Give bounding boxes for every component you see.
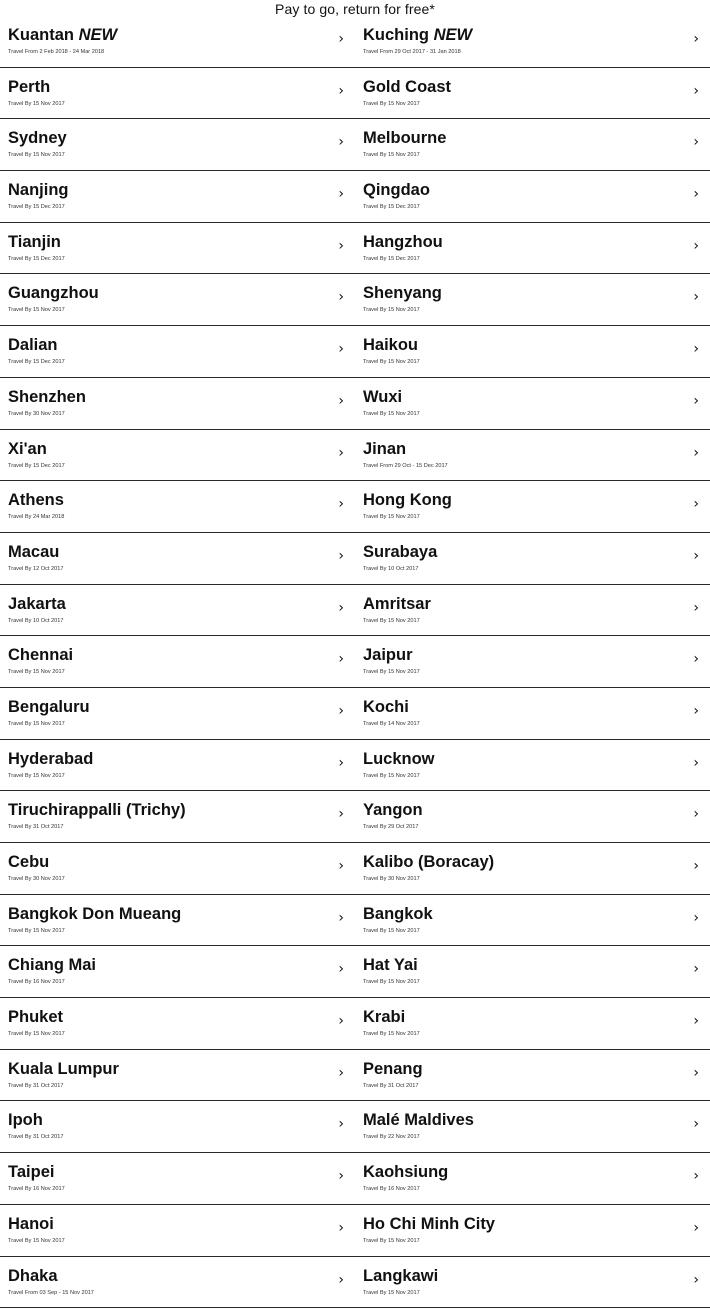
travel-period: Travel By 15 Nov 2017 bbox=[363, 514, 420, 521]
chevron-right-icon: › bbox=[338, 651, 344, 668]
destination-name bbox=[8, 750, 93, 769]
destination-link[interactable] bbox=[355, 688, 710, 739]
destination-link[interactable] bbox=[355, 533, 710, 584]
destination-name bbox=[8, 491, 64, 510]
chevron-right-icon: › bbox=[693, 444, 699, 461]
travel-period: Travel By 15 Nov 2017 bbox=[363, 152, 420, 159]
travel-period: Travel By 30 Nov 2017 bbox=[8, 876, 65, 882]
destination-name-text: Shenzhen bbox=[8, 387, 86, 406]
chevron-right-icon: › bbox=[693, 1013, 699, 1030]
destination-name bbox=[363, 1215, 495, 1234]
travel-period: Travel By 10 Oct 2017 bbox=[8, 617, 64, 624]
destination-row bbox=[0, 1101, 710, 1153]
destination-link[interactable] bbox=[0, 895, 355, 946]
travel-period: Travel By 15 Nov 2017 bbox=[8, 720, 65, 727]
destination-link[interactable] bbox=[355, 946, 710, 997]
travel-period: Travel By 31 Oct 2017 bbox=[8, 1082, 64, 1089]
chevron-right-icon: › bbox=[338, 392, 344, 409]
destination-name-text: Surabaya bbox=[363, 542, 438, 561]
destination-name bbox=[363, 78, 451, 97]
chevron-right-icon: › bbox=[338, 1168, 344, 1185]
destination-link[interactable] bbox=[0, 68, 355, 119]
destination-name bbox=[8, 1111, 43, 1130]
destination-name-text: Wuxi bbox=[363, 387, 403, 406]
travel-period: Travel By 16 Nov 2017 bbox=[8, 1186, 65, 1193]
chevron-right-icon: › bbox=[693, 289, 699, 306]
chevron-right-icon: › bbox=[338, 444, 344, 461]
destination-row bbox=[0, 843, 710, 895]
chevron-right-icon: › bbox=[338, 31, 344, 47]
destination-row bbox=[0, 171, 710, 223]
destination-name bbox=[8, 956, 96, 975]
destination-name-text: Chennai bbox=[8, 646, 74, 665]
destination-name-text: Hangzhou bbox=[363, 232, 443, 251]
destination-name-text: Ipoh bbox=[8, 1111, 43, 1130]
travel-period: Travel By 15 Nov 2017 bbox=[363, 772, 420, 779]
travel-period: Travel From 2 Feb 2018 - 24 Mar 2018 bbox=[8, 49, 105, 55]
destination-row bbox=[0, 326, 710, 378]
destination-name-text: Kalibo (Boracay) bbox=[363, 853, 495, 871]
destination-name-text: Nanjing bbox=[8, 181, 69, 200]
chevron-right-icon: › bbox=[338, 547, 344, 564]
destination-name-text: Chiang Mai bbox=[8, 956, 97, 975]
destination-link[interactable] bbox=[0, 946, 355, 997]
travel-period: Travel By 15 Nov 2017 bbox=[8, 307, 65, 314]
travel-period: Travel By 15 Nov 2017 bbox=[8, 1031, 65, 1038]
destination-name-text: Bangkok Don Mueang bbox=[8, 904, 182, 923]
travel-period: Travel By 15 Nov 2017 bbox=[8, 100, 65, 107]
chevron-right-icon: › bbox=[338, 1013, 344, 1030]
destination-name bbox=[363, 1008, 405, 1027]
destination-row bbox=[0, 430, 710, 482]
destination-link[interactable] bbox=[355, 171, 710, 222]
chevron-right-icon: › bbox=[693, 186, 699, 203]
travel-period: Travel By 15 Nov 2017 bbox=[363, 979, 420, 986]
travel-period: Travel By 31 Oct 2017 bbox=[8, 824, 64, 831]
destination-name-text: Perth bbox=[8, 77, 51, 96]
chevron-right-icon: › bbox=[338, 134, 344, 151]
chevron-right-icon: › bbox=[693, 392, 699, 409]
destination-name bbox=[363, 491, 452, 510]
chevron-right-icon: › bbox=[693, 858, 699, 874]
travel-period: Travel By 15 Nov 2017 bbox=[8, 927, 65, 934]
destination-link[interactable] bbox=[355, 223, 710, 274]
chevron-right-icon: › bbox=[338, 1219, 344, 1236]
travel-period: Travel By 15 Dec 2017 bbox=[363, 255, 420, 262]
destination-name bbox=[8, 905, 181, 924]
destination-name bbox=[363, 1163, 448, 1182]
chevron-right-icon: › bbox=[693, 547, 699, 564]
destination-name bbox=[8, 595, 66, 614]
destination-name-text: Melbourne bbox=[363, 129, 447, 148]
destination-name bbox=[363, 1111, 474, 1130]
destination-link[interactable] bbox=[355, 843, 710, 894]
destination-link[interactable] bbox=[0, 740, 355, 791]
destination-name-text: Kuching bbox=[363, 26, 429, 44]
chevron-right-icon: › bbox=[693, 961, 699, 978]
destination-row bbox=[0, 1153, 710, 1205]
destination-name bbox=[363, 388, 402, 407]
destination-name bbox=[363, 646, 413, 665]
destination-name-text: Hong Kong bbox=[363, 491, 452, 510]
destination-name-text: Hat Yai bbox=[363, 956, 418, 975]
destination-name-text: Malé Maldives bbox=[363, 1111, 474, 1130]
travel-period: Travel By 29 Oct 2017 bbox=[363, 824, 419, 831]
destination-link[interactable] bbox=[355, 1257, 710, 1308]
destination-name bbox=[8, 78, 50, 97]
destination-name bbox=[8, 388, 86, 407]
destination-name-text: Hanoi bbox=[8, 1214, 54, 1233]
destination-name bbox=[8, 1267, 58, 1286]
destination-link[interactable] bbox=[0, 223, 355, 274]
destination-name-text: Guangzhou bbox=[8, 284, 99, 303]
travel-period: Travel By 15 Dec 2017 bbox=[8, 359, 65, 366]
destination-link[interactable] bbox=[0, 998, 355, 1049]
destination-link[interactable] bbox=[0, 16, 355, 67]
destination-row bbox=[0, 946, 710, 998]
destination-grid bbox=[0, 16, 710, 1308]
destination-link[interactable] bbox=[355, 791, 710, 842]
destination-link[interactable] bbox=[0, 1101, 355, 1152]
destination-name-text: Phuket bbox=[8, 1008, 64, 1027]
destination-name-text: Cebu bbox=[8, 853, 50, 871]
destination-link[interactable] bbox=[0, 430, 355, 481]
destination-link[interactable] bbox=[0, 481, 355, 532]
travel-period: Travel By 15 Nov 2017 bbox=[363, 307, 420, 314]
destination-name bbox=[8, 284, 99, 303]
destination-row bbox=[0, 16, 710, 68]
destination-name bbox=[8, 698, 90, 717]
destination-row bbox=[0, 1050, 710, 1102]
destination-name bbox=[363, 284, 442, 303]
chevron-right-icon: › bbox=[693, 599, 699, 616]
chevron-right-icon: › bbox=[693, 909, 699, 926]
destination-name bbox=[8, 336, 58, 355]
destination-name bbox=[363, 26, 472, 45]
destination-name bbox=[8, 801, 186, 820]
destination-link[interactable] bbox=[0, 171, 355, 222]
destination-name-text: Tiruchirappalli (Trichy) bbox=[8, 801, 186, 820]
destination-link[interactable] bbox=[0, 378, 355, 429]
destination-link[interactable] bbox=[355, 1205, 710, 1256]
chevron-right-icon: › bbox=[338, 858, 344, 874]
destination-name-text: Krabi bbox=[363, 1008, 406, 1027]
destination-name-text: Jaipur bbox=[363, 646, 413, 665]
page-title: Pay to go, return for free* bbox=[275, 1, 435, 17]
destination-link[interactable] bbox=[355, 1153, 710, 1204]
destination-name-text: Jakarta bbox=[8, 594, 66, 613]
destination-name bbox=[8, 543, 59, 562]
destination-row bbox=[0, 740, 710, 792]
destination-name bbox=[363, 543, 437, 562]
travel-period: Travel By 15 Nov 2017 bbox=[8, 669, 65, 676]
chevron-right-icon: › bbox=[693, 82, 699, 99]
travel-period: Travel By 15 Nov 2017 bbox=[363, 927, 420, 934]
destination-link[interactable] bbox=[0, 636, 355, 687]
destination-row bbox=[0, 688, 710, 740]
destination-row bbox=[0, 481, 710, 533]
destination-row bbox=[0, 636, 710, 688]
travel-period: Travel By 15 Dec 2017 bbox=[8, 204, 65, 211]
chevron-right-icon: › bbox=[693, 1219, 699, 1236]
destination-name bbox=[363, 181, 430, 200]
travel-period: Travel By 16 Nov 2017 bbox=[8, 979, 65, 986]
destination-row bbox=[0, 274, 710, 326]
chevron-right-icon: › bbox=[338, 961, 344, 978]
chevron-right-icon: › bbox=[338, 341, 344, 358]
destination-name-text: Kaohsiung bbox=[363, 1163, 449, 1182]
destination-link[interactable] bbox=[0, 843, 355, 894]
destination-name-text: Kochi bbox=[363, 697, 409, 716]
chevron-right-icon: › bbox=[338, 806, 344, 823]
travel-period: Travel By 15 Nov 2017 bbox=[363, 1031, 420, 1038]
travel-period: Travel By 30 Nov 2017 bbox=[363, 876, 420, 882]
travel-period: Travel By 15 Nov 2017 bbox=[363, 669, 420, 676]
destination-link[interactable] bbox=[355, 119, 710, 170]
travel-period: Travel By 15 Dec 2017 bbox=[363, 204, 420, 211]
destination-name bbox=[363, 1267, 438, 1286]
chevron-right-icon: › bbox=[693, 1064, 699, 1081]
destination-name-text: Haikou bbox=[363, 336, 419, 355]
chevron-right-icon: › bbox=[338, 496, 344, 513]
chevron-right-icon: › bbox=[338, 237, 344, 254]
travel-period: Travel By 15 Nov 2017 bbox=[363, 1237, 420, 1244]
destination-name bbox=[363, 1060, 423, 1079]
destination-link[interactable] bbox=[355, 636, 710, 687]
travel-period: Travel By 10 Oct 2017 bbox=[363, 565, 419, 572]
travel-period: Travel By 15 Nov 2017 bbox=[363, 410, 420, 417]
destination-name-text: Langkawi bbox=[363, 1266, 439, 1285]
travel-period: Travel By 24 Mar 2018 bbox=[8, 514, 65, 521]
chevron-right-icon: › bbox=[693, 1168, 699, 1185]
destination-row bbox=[0, 895, 710, 947]
destination-row bbox=[0, 585, 710, 637]
chevron-right-icon: › bbox=[338, 1116, 344, 1133]
chevron-right-icon: › bbox=[338, 1271, 344, 1288]
destination-name-text: Macau bbox=[8, 542, 60, 561]
destination-name-text: Tianjin bbox=[8, 232, 61, 251]
destination-name bbox=[363, 129, 446, 148]
destination-name bbox=[363, 336, 418, 355]
chevron-right-icon: › bbox=[693, 1271, 699, 1288]
chevron-right-icon: › bbox=[338, 1064, 344, 1081]
travel-period: Travel From 29 Oct 2017 - 31 Jan 2018 bbox=[363, 49, 461, 55]
destination-link[interactable] bbox=[0, 1257, 355, 1308]
destination-link[interactable] bbox=[355, 1101, 710, 1152]
destination-row bbox=[0, 791, 710, 843]
destination-name bbox=[363, 801, 423, 820]
destination-name bbox=[8, 440, 47, 459]
destination-row bbox=[0, 1205, 710, 1257]
travel-period: Travel By 15 Nov 2017 bbox=[363, 617, 420, 624]
chevron-right-icon: › bbox=[338, 289, 344, 306]
travel-period: Travel By 15 Nov 2017 bbox=[363, 100, 420, 107]
chevron-right-icon: › bbox=[338, 186, 344, 203]
chevron-right-icon: › bbox=[693, 237, 699, 254]
destination-link[interactable] bbox=[355, 895, 710, 946]
destination-name-text: Penang bbox=[363, 1059, 423, 1078]
destination-link[interactable] bbox=[0, 1153, 355, 1204]
destination-name bbox=[363, 750, 435, 769]
destination-name bbox=[363, 905, 433, 924]
destination-name-text: Yangon bbox=[363, 801, 423, 820]
travel-period: Travel By 16 Nov 2017 bbox=[363, 1186, 420, 1193]
chevron-right-icon: › bbox=[693, 806, 699, 823]
destination-name bbox=[8, 129, 67, 148]
destination-name-text: Taipei bbox=[8, 1163, 55, 1182]
destination-name-text: Amritsar bbox=[363, 594, 431, 613]
chevron-right-icon: › bbox=[338, 702, 344, 719]
destination-link[interactable] bbox=[355, 1050, 710, 1101]
destination-name bbox=[8, 1008, 63, 1027]
chevron-right-icon: › bbox=[338, 599, 344, 616]
destination-name bbox=[8, 181, 69, 200]
destination-row bbox=[0, 223, 710, 275]
new-badge: NEW bbox=[433, 26, 473, 44]
travel-period: Travel By 31 Oct 2017 bbox=[363, 1082, 419, 1089]
chevron-right-icon: › bbox=[338, 754, 344, 771]
destination-row bbox=[0, 378, 710, 430]
destination-link[interactable] bbox=[355, 998, 710, 1049]
travel-period: Travel By 15 Nov 2017 bbox=[363, 359, 420, 366]
destination-link[interactable] bbox=[0, 585, 355, 636]
travel-period: Travel By 22 Nov 2017 bbox=[363, 1134, 420, 1141]
travel-period: Travel From 03 Sep - 15 Nov 2017 bbox=[8, 1289, 94, 1296]
destination-name bbox=[8, 1163, 54, 1182]
destination-link[interactable] bbox=[0, 688, 355, 739]
destination-name-text: Jinan bbox=[363, 439, 407, 458]
destination-link[interactable] bbox=[0, 119, 355, 170]
destination-row bbox=[0, 998, 710, 1050]
destination-name bbox=[363, 853, 494, 872]
destination-link[interactable] bbox=[355, 740, 710, 791]
destination-name-text: Athens bbox=[8, 491, 64, 510]
chevron-right-icon: › bbox=[693, 341, 699, 358]
destination-name-text: Dhaka bbox=[8, 1266, 58, 1285]
destination-link[interactable] bbox=[355, 274, 710, 325]
new-badge: NEW bbox=[78, 26, 118, 44]
travel-period: Travel By 30 Nov 2017 bbox=[8, 410, 65, 417]
travel-period: Travel By 15 Nov 2017 bbox=[8, 772, 65, 779]
chevron-right-icon: › bbox=[693, 31, 699, 47]
travel-period: Travel By 15 Dec 2017 bbox=[8, 255, 65, 262]
chevron-right-icon: › bbox=[693, 702, 699, 719]
chevron-right-icon: › bbox=[338, 909, 344, 926]
chevron-right-icon: › bbox=[693, 651, 699, 668]
destination-name-text: Bengaluru bbox=[8, 697, 90, 716]
travel-period: Travel By 15 Dec 2017 bbox=[8, 462, 65, 469]
chevron-right-icon: › bbox=[693, 496, 699, 513]
destination-name-text: Bangkok bbox=[363, 904, 433, 923]
chevron-right-icon: › bbox=[693, 134, 699, 151]
destination-name-text: Ho Chi Minh City bbox=[363, 1214, 495, 1233]
travel-period: Travel By 15 Nov 2017 bbox=[8, 152, 65, 159]
destination-link[interactable] bbox=[355, 585, 710, 636]
destination-name bbox=[363, 440, 406, 459]
travel-period: Travel By 15 Nov 2017 bbox=[363, 1289, 420, 1296]
destination-link[interactable] bbox=[0, 274, 355, 325]
destination-row bbox=[0, 68, 710, 120]
destination-row bbox=[0, 1257, 710, 1309]
destination-link[interactable] bbox=[0, 326, 355, 377]
destination-name bbox=[8, 26, 117, 45]
destination-link[interactable] bbox=[0, 1205, 355, 1256]
destination-name-text: Gold Coast bbox=[363, 77, 452, 96]
destination-link[interactable] bbox=[355, 326, 710, 377]
destination-name-text: Qingdao bbox=[363, 181, 430, 200]
destination-name bbox=[363, 233, 443, 252]
destination-name-text: Shenyang bbox=[363, 284, 442, 303]
destination-name-text: Lucknow bbox=[363, 749, 435, 768]
travel-period: Travel By 12 Oct 2017 bbox=[8, 565, 64, 572]
destination-name bbox=[8, 233, 61, 252]
destination-name-text: Kuantan bbox=[8, 26, 74, 44]
chevron-right-icon: › bbox=[693, 1116, 699, 1133]
destination-name bbox=[8, 1215, 54, 1234]
destination-name bbox=[8, 1060, 119, 1079]
destination-name-text: Sydney bbox=[8, 129, 67, 148]
destination-name bbox=[8, 853, 49, 872]
destination-link[interactable] bbox=[0, 1050, 355, 1101]
destination-link[interactable] bbox=[355, 430, 710, 481]
chevron-right-icon: › bbox=[693, 754, 699, 771]
chevron-right-icon: › bbox=[338, 82, 344, 99]
destination-name bbox=[363, 956, 418, 975]
travel-period: Travel By 15 Nov 2017 bbox=[8, 1237, 65, 1244]
destination-link[interactable] bbox=[0, 791, 355, 842]
destination-name-text: Dalian bbox=[8, 336, 58, 355]
destination-link[interactable] bbox=[355, 378, 710, 429]
destination-link[interactable] bbox=[355, 16, 710, 67]
destination-link[interactable] bbox=[355, 481, 710, 532]
destination-name-text: Xi'an bbox=[8, 439, 47, 458]
travel-period: Travel From 29 Oct - 15 Dec 2017 bbox=[363, 462, 448, 469]
destination-link[interactable] bbox=[355, 68, 710, 119]
destination-name bbox=[363, 698, 409, 717]
destination-name-text: Hyderabad bbox=[8, 749, 94, 768]
travel-period: Travel By 14 Nov 2017 bbox=[363, 720, 420, 727]
destination-link[interactable] bbox=[0, 533, 355, 584]
travel-period: Travel By 31 Oct 2017 bbox=[8, 1134, 64, 1141]
destination-name bbox=[363, 595, 431, 614]
destination-name-text: Kuala Lumpur bbox=[8, 1059, 119, 1078]
destination-name bbox=[8, 646, 73, 665]
destination-row bbox=[0, 533, 710, 585]
destination-row bbox=[0, 119, 710, 171]
